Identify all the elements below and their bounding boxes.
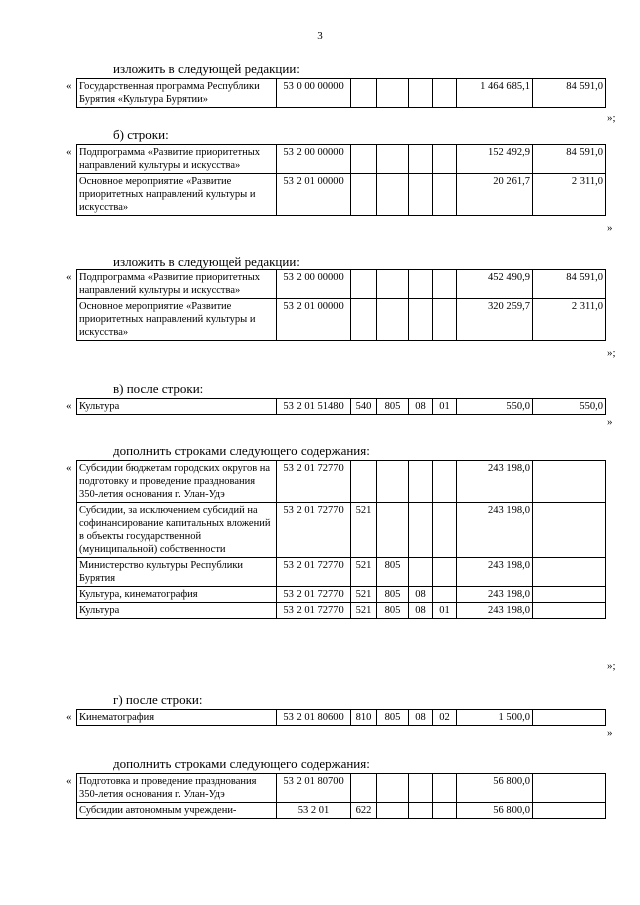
row-cell-rz [409,774,433,803]
amendment-table [76,709,606,726]
section-heading: в) после строки: [113,381,204,396]
row-amount-federal: 84 591,0 [533,145,606,174]
row-cell-pr: 01 [433,603,457,619]
row-cell-vr [351,299,377,341]
row-amount: 1 500,0 [457,710,533,726]
table-row [77,174,606,216]
row-cell-pr [433,270,457,299]
row-amount-federal [533,461,606,503]
page-number: 3 [317,30,323,42]
table-row [77,270,606,299]
row-name: Субсидии бюджетам городских округов на подготовку и проведение празднования 350-летия основания г. Улан-Удэ [77,461,277,503]
amendment-table [76,78,606,108]
table-row [77,145,606,174]
section-heading: дополнить строками следующего содержания: [113,756,370,771]
row-code: 53 2 01 00000 [277,174,351,216]
open-quote: « [66,146,72,158]
amendment-table [76,269,606,341]
row-cell-vr: 810 [351,710,377,726]
row-amount: 20 261,7 [457,174,533,216]
row-cell-gr: 805 [377,710,409,726]
table-row [77,399,606,415]
close-quote: »; [607,347,616,359]
row-cell-vr [351,270,377,299]
row-amount: 243 198,0 [457,587,533,603]
table-row [77,558,606,587]
open-quote: « [66,775,72,787]
row-cell-pr [433,587,457,603]
table-row [77,79,606,108]
row-cell-vr [351,774,377,803]
row-amount: 243 198,0 [457,558,533,587]
row-amount: 243 198,0 [457,503,533,558]
row-cell-vr [351,461,377,503]
row-cell-pr [433,503,457,558]
section-heading: г) после строки: [113,692,203,707]
row-cell-rz: 08 [409,603,433,619]
section-heading: б) строки: [113,127,169,142]
open-quote: « [66,271,72,283]
amendment-table [76,144,606,216]
row-amount: 1 464 685,1 [457,79,533,108]
amendment-table [76,398,606,415]
row-amount-federal: 2 311,0 [533,174,606,216]
row-cell-pr [433,174,457,216]
row-amount-federal: 550,0 [533,399,606,415]
row-cell-rz [409,299,433,341]
row-name: Государственная программа Республики Бурятия «Культура Бурятии» [77,79,277,108]
row-cell-rz [409,461,433,503]
row-cell-pr [433,774,457,803]
row-amount: 452 490,9 [457,270,533,299]
row-cell-vr: 622 [351,803,377,819]
row-cell-gr [377,299,409,341]
row-code: 53 2 01 72770 [277,587,351,603]
row-cell-pr [433,299,457,341]
close-quote: » [607,727,613,739]
row-amount: 550,0 [457,399,533,415]
row-cell-gr [377,270,409,299]
row-cell-pr [433,803,457,819]
table-row [77,461,606,503]
row-amount: 243 198,0 [457,461,533,503]
row-amount-federal [533,603,606,619]
open-quote: « [66,711,72,723]
table-row [77,803,606,819]
row-amount-federal [533,503,606,558]
row-amount: 320 259,7 [457,299,533,341]
row-amount: 56 800,0 [457,774,533,803]
row-cell-gr: 805 [377,558,409,587]
row-cell-pr: 01 [433,399,457,415]
row-cell-pr [433,461,457,503]
row-code: 53 2 00 00000 [277,270,351,299]
table-row [77,710,606,726]
row-amount-federal [533,558,606,587]
row-cell-rz [409,558,433,587]
row-name: Подпрограмма «Развитие приоритетных направлений культуры и искусства» [77,145,277,174]
table-row [77,299,606,341]
row-cell-gr [377,461,409,503]
row-cell-rz [409,145,433,174]
row-cell-vr [351,79,377,108]
row-cell-pr [433,145,457,174]
row-name: Основное мероприятие «Развитие приоритетных направлений культуры и искусства» [77,174,277,216]
row-name: Подготовка и проведение празднования 350-летия основания г. Улан-Удэ [77,774,277,803]
row-cell-gr: 805 [377,587,409,603]
row-name: Субсидии, за исключением субсидий на софинансирование капитальных вложений в объекты государственной (муниципальной) собственности [77,503,277,558]
row-amount: 152 492,9 [457,145,533,174]
row-amount-federal [533,710,606,726]
close-quote: »; [607,660,616,672]
section-heading: изложить в следующей редакции: [113,254,300,269]
row-cell-vr [351,145,377,174]
row-amount-federal [533,774,606,803]
table-row [77,503,606,558]
row-cell-vr [351,174,377,216]
row-code: 53 2 01 51480 [277,399,351,415]
close-quote: » [607,222,613,234]
table-row [77,603,606,619]
close-quote: »; [607,112,616,124]
row-cell-rz [409,503,433,558]
open-quote: « [66,462,72,474]
row-cell-rz [409,270,433,299]
row-code: 53 2 01 80600 [277,710,351,726]
row-name: Кинематография [77,710,277,726]
row-cell-rz [409,174,433,216]
row-code: 53 2 00 00000 [277,145,351,174]
row-amount-federal: 84 591,0 [533,79,606,108]
row-amount: 243 198,0 [457,603,533,619]
open-quote: « [66,400,72,412]
row-code: 53 2 01 72770 [277,603,351,619]
row-code: 53 2 01 72770 [277,461,351,503]
row-amount-federal [533,587,606,603]
row-cell-vr: 540 [351,399,377,415]
row-name: Подпрограмма «Развитие приоритетных направлений культуры и искусства» [77,270,277,299]
section-heading: изложить в следующей редакции: [113,61,300,76]
row-cell-rz: 08 [409,399,433,415]
row-amount-federal [533,803,606,819]
row-cell-gr [377,803,409,819]
row-code: 53 2 01 [277,803,351,819]
row-cell-rz [409,803,433,819]
row-amount-federal: 2 311,0 [533,299,606,341]
amendment-table [76,460,606,619]
row-name: Культура [77,399,277,415]
row-name: Основное мероприятие «Развитие приоритетных направлений культуры и искусства» [77,299,277,341]
row-cell-gr [377,503,409,558]
table-row [77,774,606,803]
row-cell-pr: 02 [433,710,457,726]
open-quote: « [66,80,72,92]
close-quote: » [607,416,613,428]
row-cell-gr: 805 [377,399,409,415]
section-heading: дополнить строками следующего содержания: [113,443,370,458]
row-name: Субсидии автономным учреждени- [77,803,277,819]
row-cell-vr: 521 [351,558,377,587]
row-cell-pr [433,79,457,108]
row-cell-gr [377,79,409,108]
row-cell-pr [433,558,457,587]
amendment-table [76,773,606,819]
row-cell-vr: 521 [351,587,377,603]
row-cell-vr: 521 [351,503,377,558]
row-name: Культура, кинематография [77,587,277,603]
row-name: Министерство культуры Республики Бурятия [77,558,277,587]
row-code: 53 2 01 80700 [277,774,351,803]
row-cell-rz [409,79,433,108]
table-row [77,587,606,603]
row-code: 53 2 01 72770 [277,558,351,587]
row-cell-rz: 08 [409,710,433,726]
row-cell-gr: 805 [377,603,409,619]
row-cell-gr [377,174,409,216]
row-code: 53 2 01 00000 [277,299,351,341]
row-cell-vr: 521 [351,603,377,619]
row-code: 53 2 01 72770 [277,503,351,558]
row-cell-rz: 08 [409,587,433,603]
row-code: 53 0 00 00000 [277,79,351,108]
row-cell-gr [377,774,409,803]
row-name: Культура [77,603,277,619]
row-amount: 56 800,0 [457,803,533,819]
row-amount-federal: 84 591,0 [533,270,606,299]
row-cell-gr [377,145,409,174]
